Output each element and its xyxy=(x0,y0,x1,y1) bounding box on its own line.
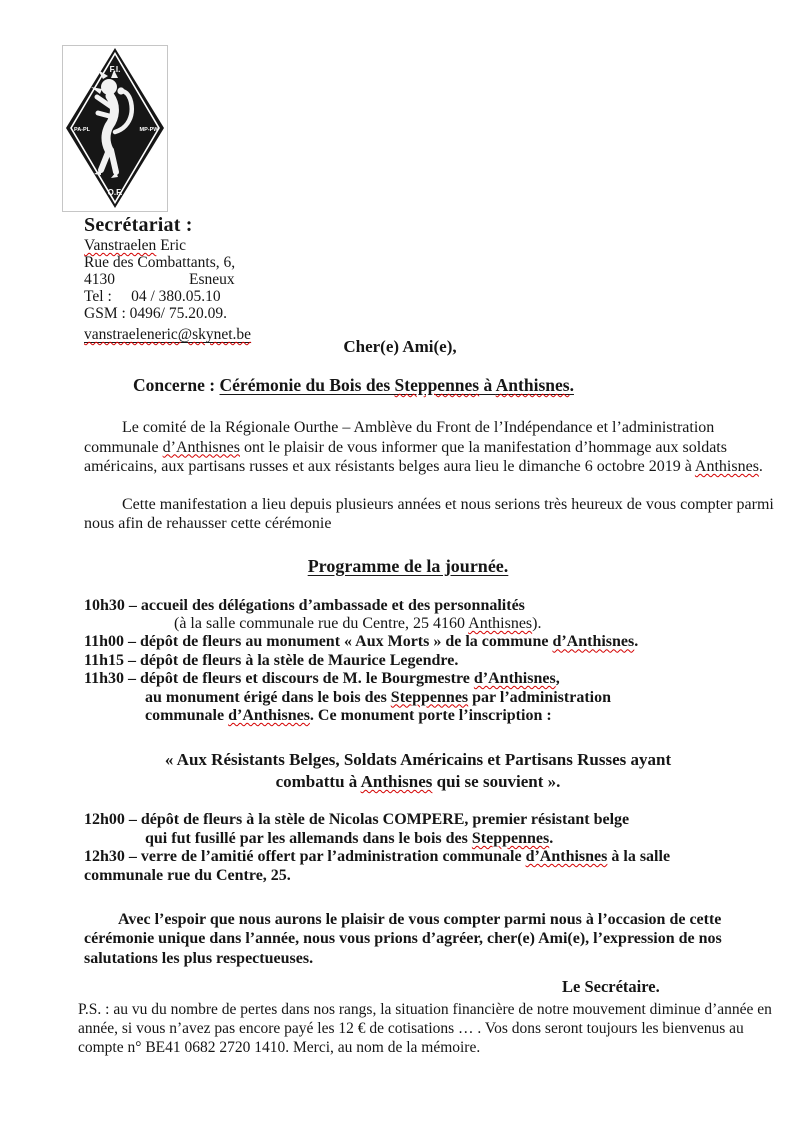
subject-steppennes: Steppennes xyxy=(394,375,480,395)
second-paragraph: Cette manifestation a lieu depuis plusieurs années et nous serions très heureux de vous compter parmi nous afin de rehausser cette cérémonie xyxy=(84,495,774,532)
line-1230-text: à la salle xyxy=(607,848,671,866)
program-line-1130 xyxy=(84,670,792,688)
program-line-1130-cont2 xyxy=(84,707,792,725)
inscription-anthisnes: Anthisnes xyxy=(360,771,433,791)
program-line-1130-cont1 xyxy=(84,689,792,707)
program-list-morning xyxy=(84,597,792,726)
line-1130-steppennes: Steppennes xyxy=(390,688,469,706)
line-1130-text: , xyxy=(555,670,560,688)
contact-zip: 4130 xyxy=(84,271,115,288)
closing-paragraph: Avec l’espoir que nous aurons le plaisir de vous compter parmi nous à l’occasion de cette cérémonie unique dans l’année, nous vous prions d’agréer, cher(e) Ami(e), l’expression de nos salutations les plus respectueuses. xyxy=(84,910,722,967)
program-line-1115: 11h15 – dépôt de fleurs à la stèle de Maurice Legendre. xyxy=(84,651,459,669)
logo-label-right: MP-PW xyxy=(139,127,159,133)
line-1130-cont2-text: . Ce monument porte l’inscription : xyxy=(309,706,552,724)
subject-part: à xyxy=(479,375,496,395)
line-1130-anthisnes: d’Anthisnes xyxy=(473,670,556,688)
monument-inscription xyxy=(84,749,752,792)
email-link[interactable] xyxy=(84,326,251,343)
program-list-noon xyxy=(84,811,792,885)
subject-part: . xyxy=(569,375,574,395)
secretariat-title: Secrétariat : xyxy=(84,214,193,236)
program-line-1230 xyxy=(84,848,792,866)
intro-text: Le comité de la Régionale Ourthe – Amblève du Front de l’Indépendance et l’administration communale xyxy=(84,419,715,456)
program-heading-text: Programme de la journée. xyxy=(307,555,509,576)
venue-text: (à la salle communale rue du Centre, 25 4160 xyxy=(174,614,469,632)
line-1100-text: 11h00 – dépôt de fleurs au monument « Aux Morts » de la commune xyxy=(84,633,553,651)
program-line-venue xyxy=(84,615,792,633)
line-1200-cont-text: . xyxy=(549,829,554,847)
subject-line xyxy=(133,375,792,396)
line-1100-text: . xyxy=(634,633,639,651)
contact-name-surname: Vanstraelen xyxy=(84,237,157,254)
program-heading xyxy=(84,556,732,577)
line-1200-cont-text: qui fut fusillé par les allemands dans le bois des xyxy=(145,829,472,847)
venue-text: ). xyxy=(532,614,542,632)
intro-paragraph xyxy=(84,418,792,477)
program-line-1230-cont: communale rue du Centre, 25. xyxy=(84,866,291,884)
contact-city: Esneux xyxy=(189,271,235,288)
logo-label-bottom: O.F. xyxy=(107,188,123,197)
program-line-1100 xyxy=(84,633,792,651)
subject-underlined xyxy=(220,375,574,395)
subject-anthisnes: Anthisnes xyxy=(495,375,570,395)
line-1130-cont2-text: communale xyxy=(145,706,229,724)
inscription-line-2 xyxy=(84,771,752,793)
postscript: P.S. : au vu du nombre de pertes dans nos rangs, la situation financière de notre mouvement diminue d’année en année, si vous n’avez pas encore payé les 12 € de cotisations … . Vos dons seront toujours les bienvenus au compte n° BE41 0682 2720 1410. Merci, au nom de la mémoire. xyxy=(78,1001,772,1057)
contact-street: Rue des Combattants, 6, xyxy=(84,254,236,271)
salutation: Cher(e) Ami(e), xyxy=(343,337,457,356)
contact-name-first: Eric xyxy=(156,237,187,254)
inscription-text: combattu à xyxy=(275,771,361,791)
line-1130-cont2-anthisnes: d’Anthisnes xyxy=(228,706,310,724)
line-1200-steppennes: Steppennes xyxy=(471,829,550,847)
intro-text: ont le plaisir de vous informer que la manifestation d’hommage aux soldats américains, aux partisans russes et aux résistants belges aura lieu le dimanche 6 octobre 2019 à xyxy=(84,438,727,475)
line-1230-text: 12h30 – verre de l’amitié offert par l’administration communale xyxy=(84,848,526,866)
contact-email[interactable]: vanstraeleneric@skynet.be xyxy=(84,326,252,343)
logo-label-left: PA-PL xyxy=(73,127,91,133)
inscription-line-1: « Aux Résistants Belges, Soldats Américains et Partisans Russes ayant xyxy=(164,750,672,770)
program-line-1200: 12h00 – dépôt de fleurs à la stèle de Nicolas COMPERE, premier résistant belge xyxy=(84,811,630,829)
line-1100-anthisnes: d’Anthisnes xyxy=(552,633,635,651)
line-1130-text: 11h30 – dépôt de fleurs et discours de M. le Bourgmestre xyxy=(84,670,474,688)
line-1130-cont1-text: au monument érigé dans le bois des xyxy=(145,688,391,706)
program-line-1200-cont xyxy=(84,830,792,848)
venue-anthisnes: Anthisnes xyxy=(468,614,533,632)
line-1130-cont1-text: par l’administration xyxy=(468,688,611,706)
line-1230-anthisnes: d’Anthisnes xyxy=(525,848,608,866)
inscription-text: qui se souvient ». xyxy=(432,771,561,791)
signature: Le Secrétaire. xyxy=(562,977,660,997)
logo-label-top: F.I. xyxy=(109,65,121,74)
intro-text: . xyxy=(758,458,763,475)
contact-city-line xyxy=(84,271,792,288)
subject-prefix: Concerne : xyxy=(133,375,220,395)
contact-tel: Tel : 04 / 380.05.10 xyxy=(84,288,221,305)
subject-part: Cérémonie du Bois des xyxy=(219,375,395,395)
intro-anthisnes-1: d’Anthisnes xyxy=(162,438,240,456)
intro-anthisnes-2: Anthisnes xyxy=(694,458,759,475)
program-line-1030: 10h30 – accueil des délégations d’ambassade et des personnalités xyxy=(84,596,525,614)
contact-name xyxy=(84,237,792,254)
contact-gsm: GSM : 0496/ 75.20.09. xyxy=(84,305,227,322)
